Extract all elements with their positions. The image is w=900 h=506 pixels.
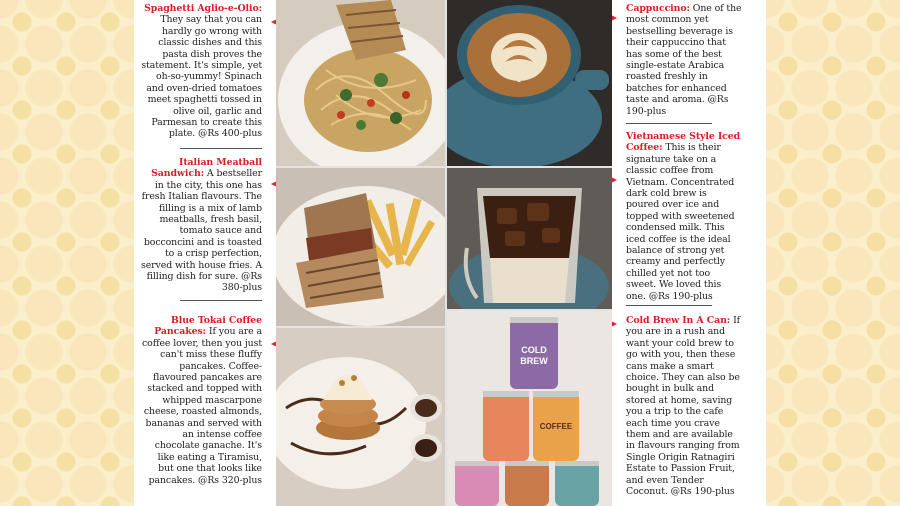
item-title: Italian Meatball Sandwich: [151, 157, 262, 180]
divider [180, 148, 262, 149]
can-label: COLD [521, 345, 547, 355]
can-label: COFFEE [539, 422, 573, 431]
sandwich-photo [276, 168, 445, 326]
iced-coffee-photo [447, 168, 612, 309]
cappuccino-photo [447, 0, 612, 166]
menu-item-spaghetti [140, 3, 262, 140]
item-description: If you are a coffee lover, then you just can't miss these fluffy pancakes. Coffee-flavoured pancakes are stacked and topped with whipped mascarpone cheese, roasted almonds, bananas and served with an intense coffee chocolate ganache. It's like eating a Tiramisu, but one that looks like pancakes. @Rs 320-plus [142, 326, 262, 486]
item-description: One of the most common yet bestselling beverage is their cappuccino that has some of the best single-estate Arabica roasted freshly in batches for enhanced taste and aroma. @Rs 190-plus [626, 3, 742, 117]
divider [626, 123, 712, 124]
menu-item-meatball-sandwich [140, 157, 262, 294]
item-title: Spaghetti Aglio-e-Olio: [144, 3, 262, 14]
item-description: If you are in a rush and want your cold brew to go with you, then these cans make a smart choice. They can also be bought in bulk and stored at home, saving you a trip to the cafe each time you crave them and are available in flavours ranging from Single Origin Ratnagiri Estate to Passion Fruit, and even Tender Coconut. @Rs 190-plus [626, 315, 741, 498]
divider [180, 300, 262, 301]
item-title: Cappuccino: [626, 3, 690, 14]
pancakes-photo [276, 328, 445, 506]
background-pattern-right [766, 0, 900, 506]
left-text-column [140, 3, 262, 503]
menu-item-cappuccino [626, 3, 742, 117]
item-title: Cold Brew In A Can: [626, 315, 731, 326]
item-title: Blue Tokai Coffee Pancakes: [154, 315, 262, 338]
item-title: Vietnamese Style Iced Coffee: [626, 131, 741, 154]
cold-brew-cans-photo [447, 311, 612, 506]
menu-item-vietnamese-iced-coffee [626, 131, 742, 302]
divider [626, 305, 712, 306]
right-text-column [626, 3, 742, 503]
can-label: BREW [520, 356, 548, 366]
background-pattern-left [0, 0, 134, 506]
item-description: They say that you can hardly go wrong with classic dishes and this pasta dish proves the statement. It's simple, yet oh-so-yummy! Spinach and oven-dried tomatoes meet spaghetti tossed in olive oil, garlic and Parmesan to create this plate. @Rs 400-plus [141, 14, 262, 140]
item-description: This is their signature take on a classic coffee from Vietnam. Concentrated dark cold brew is poured over ice and topped with sweetened condensed milk. This iced coffee is the ideal balance of strong yet creamy and perfectly chilled yet not too sweet. We loved this one. @Rs 190-plus [626, 142, 735, 302]
menu-item-pancakes [140, 315, 262, 486]
menu-item-cold-brew-can [626, 315, 742, 498]
item-description: A bestseller in the city, this one has fresh Italian flavours. The filling is a mix of lamb meatballs, fresh basil, tomato sauce and bocconcini and is toasted to a crisp perfection, served with house fries. A filling dish for sure. @Rs 380-plus [141, 168, 262, 294]
spaghetti-photo [276, 0, 445, 166]
magazine-page [134, 0, 766, 506]
